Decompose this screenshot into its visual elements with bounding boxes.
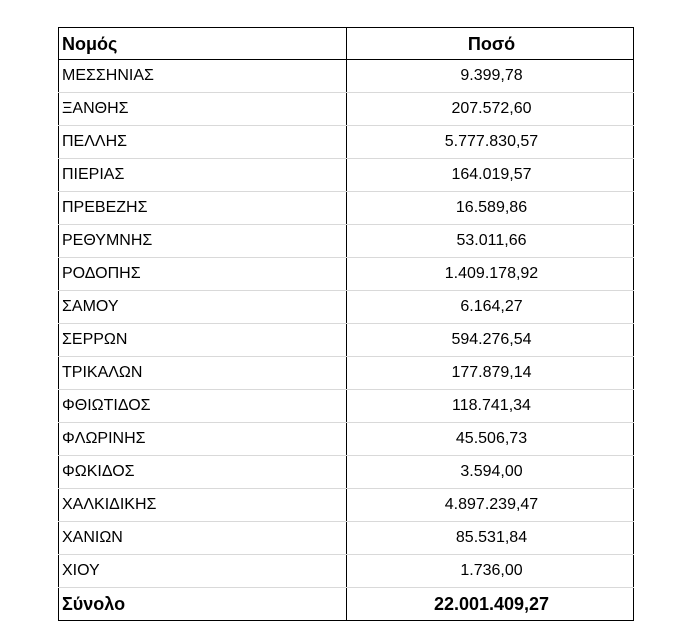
- table-row: [59, 357, 634, 390]
- table-row: [59, 225, 634, 258]
- table-row: [59, 390, 634, 423]
- amount-value: 5.777.830,57: [347, 126, 634, 159]
- amount-value: 45.506,73: [347, 423, 634, 456]
- prefecture-name: ΦΩΚΙΔΟΣ: [59, 456, 347, 489]
- table-row: [59, 456, 634, 489]
- amount-value: 1.736,00: [347, 555, 634, 588]
- prefecture-name: ΧΙΟΥ: [59, 555, 347, 588]
- amount-value: 594.276,54: [347, 324, 634, 357]
- table-row: [59, 489, 634, 522]
- table-row: [59, 324, 634, 357]
- table-body: [59, 60, 634, 588]
- amount-value: 118.741,34: [347, 390, 634, 423]
- prefecture-name: ΧΑΝΙΩΝ: [59, 522, 347, 555]
- prefecture-name: ΡΕΘΥΜΝΗΣ: [59, 225, 347, 258]
- amount-value: 9.399,78: [347, 60, 634, 93]
- amount-value: 3.594,00: [347, 456, 634, 489]
- prefecture-name: ΧΑΛΚΙΔΙΚΗΣ: [59, 489, 347, 522]
- prefecture-name: ΣΕΡΡΩΝ: [59, 324, 347, 357]
- prefecture-name: ΠΙΕΡΙΑΣ: [59, 159, 347, 192]
- prefecture-name: ΤΡΙΚΑΛΩΝ: [59, 357, 347, 390]
- amounts-by-prefecture-table: [58, 27, 634, 621]
- amount-value: 6.164,27: [347, 291, 634, 324]
- prefecture-name: ΜΕΣΣΗΝΙΑΣ: [59, 60, 347, 93]
- table-row: [59, 555, 634, 588]
- total-row: [59, 588, 634, 621]
- table-row: [59, 126, 634, 159]
- amount-value: 1.409.178,92: [347, 258, 634, 291]
- prefecture-name: ΦΘΙΩΤΙΔΟΣ: [59, 390, 347, 423]
- amount-value: 4.897.239,47: [347, 489, 634, 522]
- prefecture-name: ΡΟΔΟΠΗΣ: [59, 258, 347, 291]
- total-label: Σύνολο: [59, 588, 347, 621]
- table-header-row: [59, 28, 634, 60]
- prefecture-name: ΦΛΩΡΙΝΗΣ: [59, 423, 347, 456]
- prefecture-name: ΣΑΜΟΥ: [59, 291, 347, 324]
- amount-value: 16.589,86: [347, 192, 634, 225]
- header-prefecture: Νομός: [59, 28, 347, 60]
- table-row: [59, 258, 634, 291]
- table-row: [59, 192, 634, 225]
- table-row: [59, 159, 634, 192]
- amount-value: 85.531,84: [347, 522, 634, 555]
- prefecture-name: ΠΕΛΛΗΣ: [59, 126, 347, 159]
- amount-value: 53.011,66: [347, 225, 634, 258]
- prefecture-name: ΠΡΕΒΕΖΗΣ: [59, 192, 347, 225]
- table-row: [59, 93, 634, 126]
- table-row: [59, 291, 634, 324]
- table-row: [59, 423, 634, 456]
- amount-value: 177.879,14: [347, 357, 634, 390]
- table-row: [59, 522, 634, 555]
- amount-value: 207.572,60: [347, 93, 634, 126]
- amount-value: 164.019,57: [347, 159, 634, 192]
- prefecture-name: ΞΑΝΘΗΣ: [59, 93, 347, 126]
- total-amount: 22.001.409,27: [347, 588, 634, 621]
- table-row: [59, 60, 634, 93]
- header-amount: Ποσό: [347, 28, 634, 60]
